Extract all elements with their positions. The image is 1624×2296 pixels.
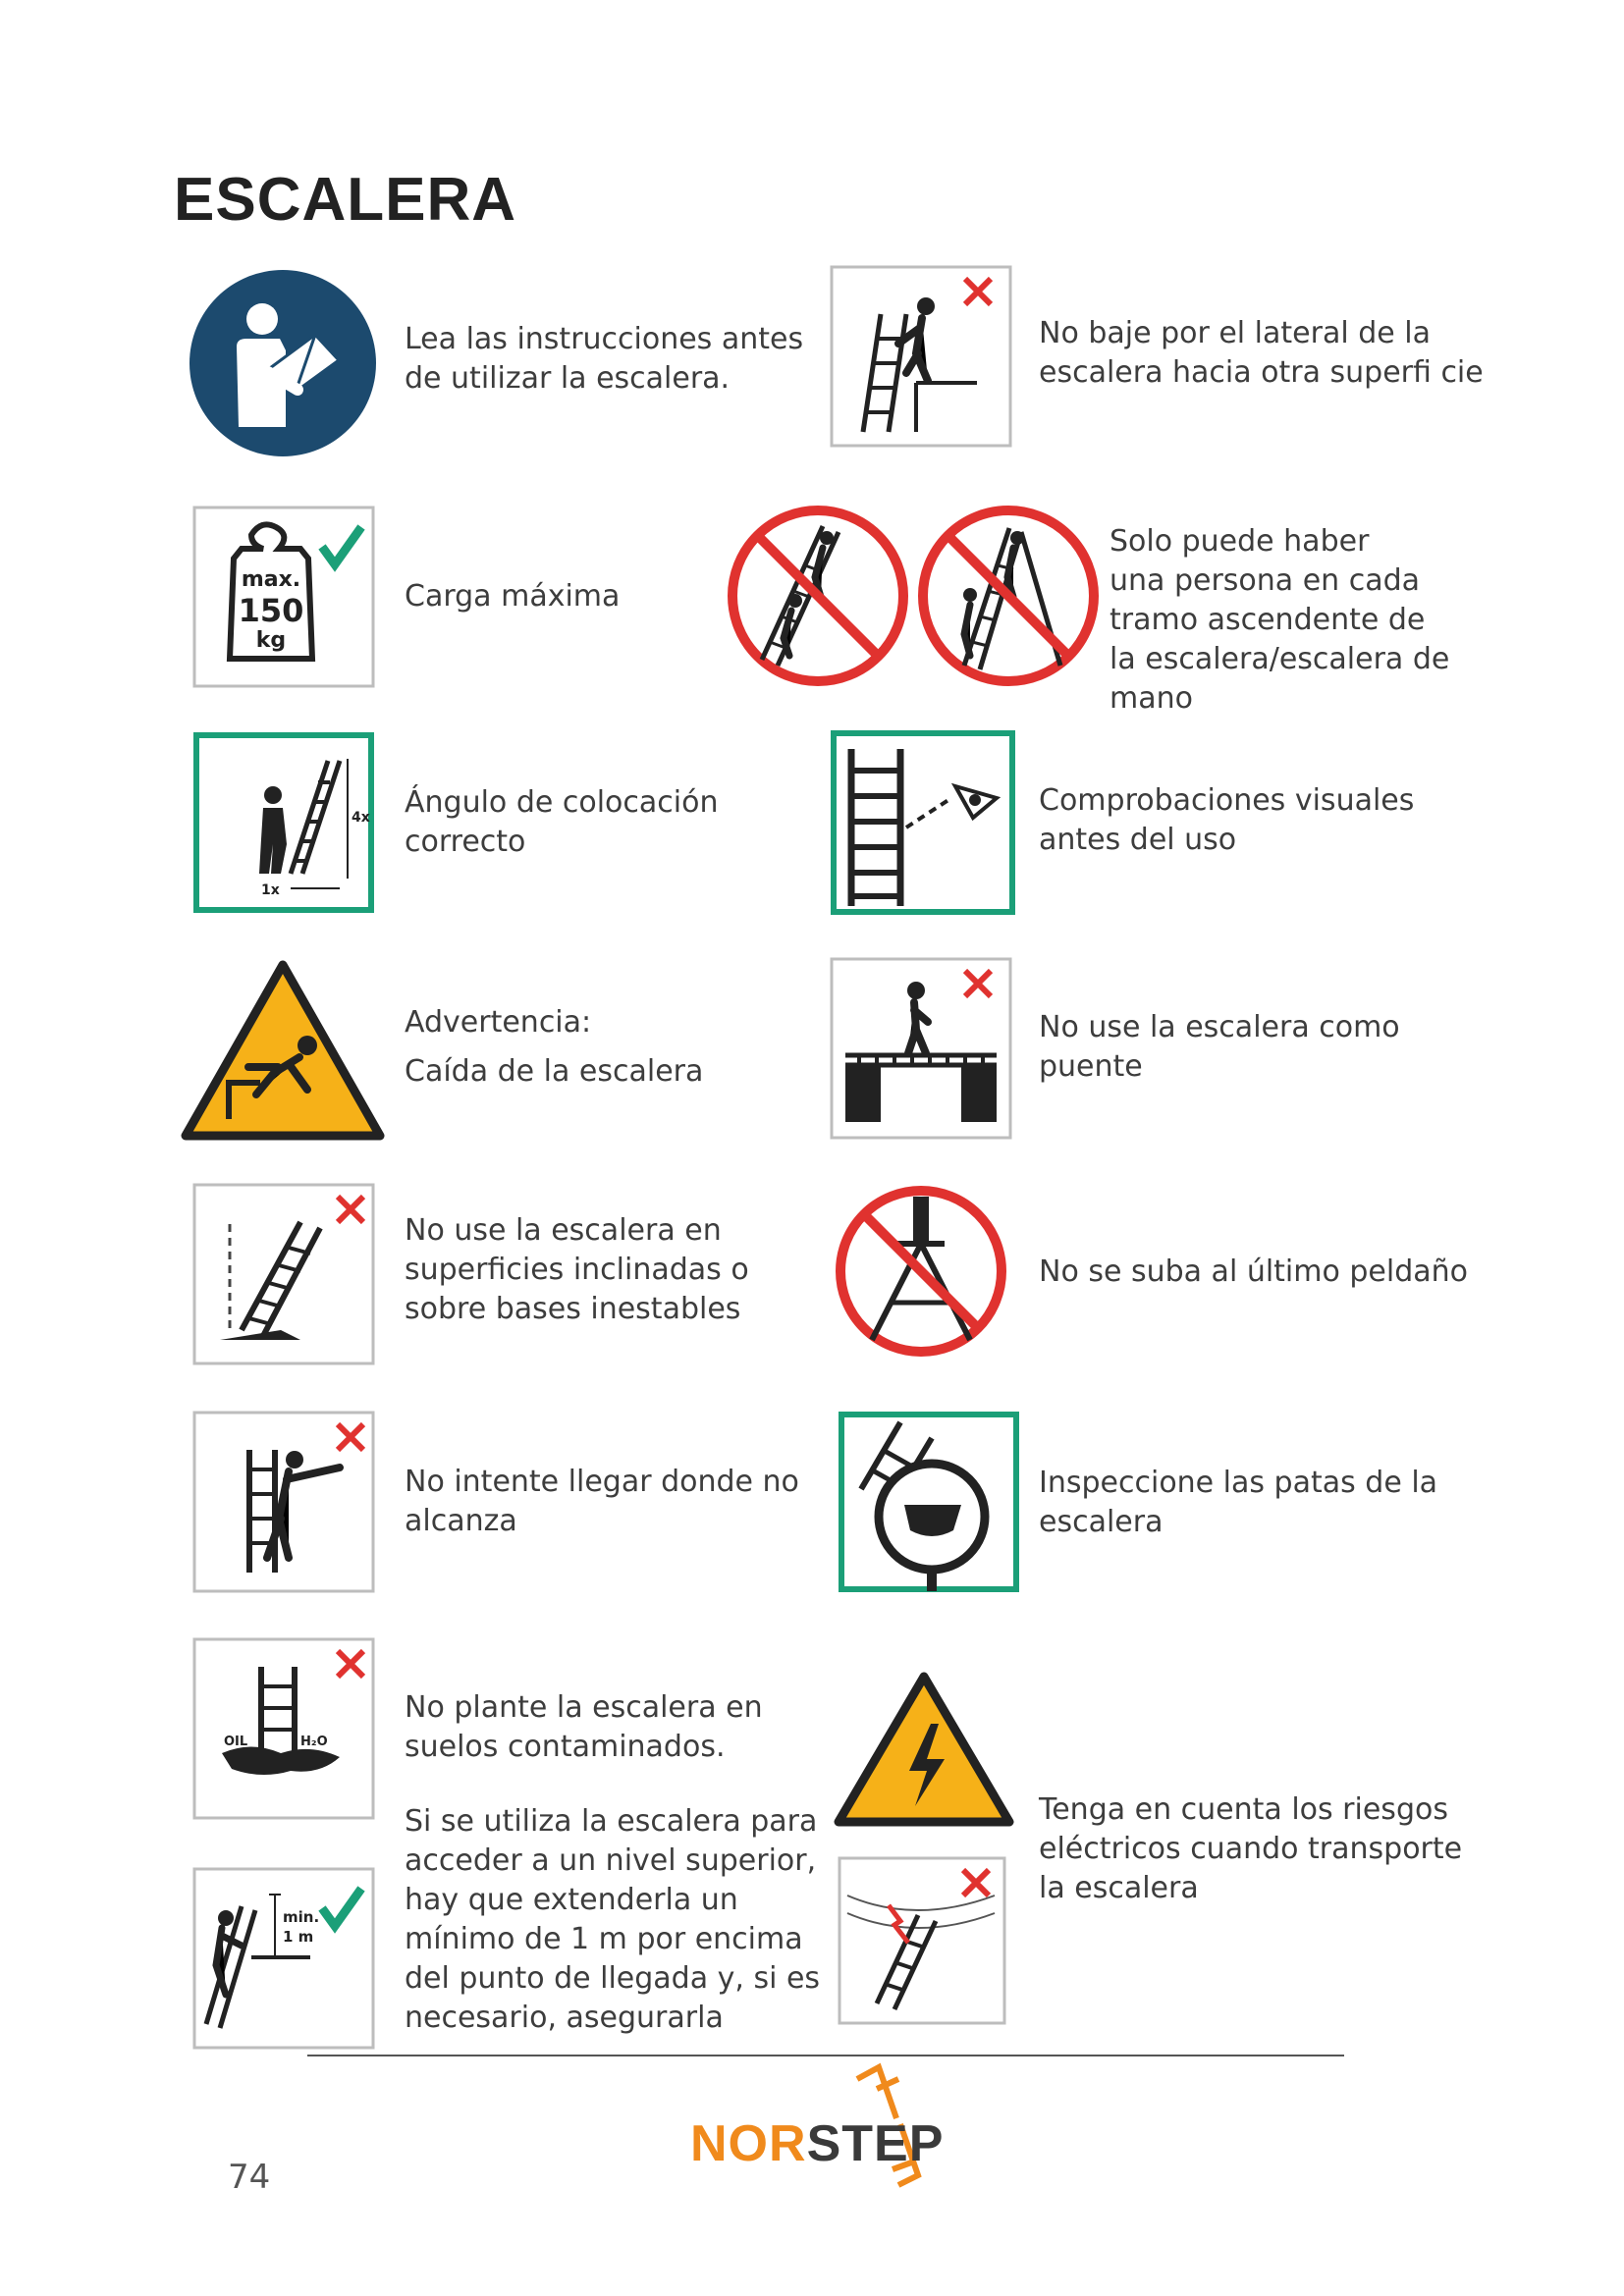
electric-warning-icon (833, 1669, 1015, 1830)
text-line: antes del uso (1039, 823, 1237, 857)
load-value: 150 (238, 592, 304, 629)
text-line: mano (1110, 681, 1193, 716)
max-load-icon (192, 506, 375, 688)
text-line: Solo puede haber (1110, 524, 1370, 559)
ratio-1x: 1x (261, 882, 280, 898)
item-text-fall-warning (405, 1003, 703, 1092)
logo-text-step: STEP (806, 2115, 945, 2172)
text-line: mínimo de 1 m por encima (405, 1922, 803, 1956)
logo-text (690, 2114, 944, 2173)
text-line: Lea las instrucciones antes (405, 322, 804, 356)
logo-text-nor: NOR (690, 2115, 807, 2172)
fall-warning-icon (180, 957, 386, 1144)
item-text-bridge (1039, 1008, 1400, 1087)
page-title: ESCALERA (174, 166, 517, 234)
text-line: escalera (1039, 1505, 1164, 1539)
page-number: 74 (228, 2158, 271, 2197)
top-step-icon (833, 1183, 1009, 1360)
text-line: Comprobaciones visuales (1039, 783, 1415, 818)
overreach-icon (192, 1411, 375, 1593)
item-text-electric-risk (1039, 1790, 1462, 1908)
item-text-one-person (1110, 522, 1449, 719)
text-line: alcanza (405, 1504, 517, 1538)
item-text-extend-1m (405, 1802, 820, 2038)
text-line: No use la escalera como (1039, 1010, 1400, 1044)
angle-icon (192, 731, 375, 914)
oil-label: OIL (224, 1735, 248, 1749)
text-line: acceder a un nivel superior, (405, 1843, 817, 1878)
text-line: No intente llegar donde no (405, 1465, 799, 1499)
text-line: hay que extenderla un (405, 1883, 738, 1917)
text-line: del punto de llegada y, si es (405, 1961, 821, 1996)
text-line: suelos contaminados. (405, 1730, 726, 1764)
text-line: escalera hacia otra superfi cie (1039, 355, 1484, 390)
max-label: max. (241, 567, 301, 592)
item-text-overreach (405, 1463, 799, 1541)
text-line: de utilizar la escalera. (405, 361, 731, 396)
item-text-visual-check (1039, 781, 1414, 860)
one-person-icon (725, 503, 911, 689)
extend-1m-icon (192, 1867, 375, 2050)
one-person-stepladder-icon (915, 503, 1102, 689)
text-line: Ángulo de colocación (405, 785, 719, 820)
item-text-inspect-feet (1039, 1464, 1437, 1542)
item-text-max-load (405, 577, 620, 616)
text-line: la escalera (1039, 1871, 1199, 1905)
text-line: No use la escalera en (405, 1213, 722, 1248)
text-line: No plante la escalera en (405, 1690, 763, 1725)
ratio-4x: 4x (352, 810, 370, 826)
footer-divider (307, 2055, 1344, 2056)
min-label: min. (283, 1908, 320, 1926)
text-line: Advertencia: (405, 1005, 592, 1040)
text-line: la escalera/escalera de (1110, 642, 1450, 676)
contaminated-floor-icon (192, 1637, 375, 1820)
text-line: No baje por el lateral de la (1039, 316, 1431, 350)
item-text-read-instructions (405, 320, 803, 399)
inspect-feet-icon (838, 1411, 1020, 1593)
item-text-inclined-surface (405, 1211, 749, 1329)
side-exit-icon (830, 265, 1012, 448)
text-line: Carga máxima (405, 579, 621, 614)
text-line: Tenga en cuenta los riesgos (1039, 1792, 1448, 1827)
text-line: necesario, asegurarla (405, 2001, 724, 2035)
item-text-angle (405, 783, 718, 862)
text-line: Si se utiliza la escalera para (405, 1804, 818, 1839)
text-line: tramo ascendente de (1110, 603, 1426, 637)
1m-label: 1 m (283, 1928, 314, 1946)
item-text-top-step (1039, 1253, 1468, 1292)
item-text-contaminated-floor (405, 1688, 763, 1767)
text-line: Inspeccione las patas de la (1039, 1466, 1438, 1500)
electric-risk-icon (838, 1856, 1006, 2025)
text-line: superficies inclinadas o (405, 1253, 749, 1287)
visual-check-icon (830, 729, 1016, 916)
load-unit: kg (255, 628, 287, 653)
water-label: H₂O (300, 1735, 328, 1749)
item-text-side-exit (1039, 314, 1484, 393)
bridge-icon (830, 957, 1012, 1140)
text-line: Caída de la escalera (405, 1054, 704, 1089)
read-instructions-icon (189, 270, 376, 456)
text-line: sobre bases inestables (405, 1292, 741, 1326)
text-line: una persona en cada (1110, 563, 1421, 598)
text-line: No se suba al último peldaño (1039, 1255, 1469, 1289)
inclined-surface-icon (192, 1183, 375, 1365)
text-line: eléctricos cuando transporte (1039, 1832, 1463, 1866)
text-line: correcto (405, 825, 526, 859)
text-line: puente (1039, 1049, 1143, 1084)
norstep-logo (690, 2059, 946, 2211)
